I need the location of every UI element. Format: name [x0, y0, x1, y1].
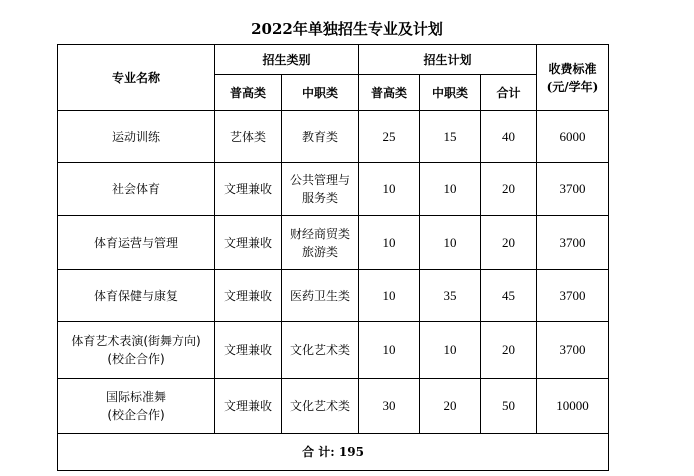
header-plan-vocational: 中职类	[420, 75, 481, 111]
plan-sum-cell: 40	[481, 111, 537, 163]
plan-sum-cell: 50	[481, 379, 537, 434]
major-name-line1: 国际标准舞	[105, 390, 166, 404]
major-name-cell	[58, 163, 215, 216]
plan-general-cell: 10	[359, 163, 420, 216]
cat-vocational: 教育类	[301, 129, 338, 144]
cat-general-cell: 文理兼收	[215, 322, 282, 379]
fee-cell: 3700	[537, 163, 609, 216]
plan-vocational-cell: 20	[420, 379, 481, 434]
plan-general-cell: 30	[359, 379, 420, 434]
cat-vocational-cell	[282, 111, 359, 163]
cat-vocational-cell	[282, 322, 359, 379]
fee-cell: 6000	[537, 111, 609, 163]
major-name: 社会体育	[111, 182, 160, 196]
table-row	[58, 163, 609, 216]
table-row	[58, 322, 609, 379]
fee-cell: 3700	[537, 322, 609, 379]
header-cat-general: 普高类	[215, 75, 282, 111]
document-title: 2022年单独招生专业及计划	[251, 20, 443, 38]
total-row	[58, 434, 609, 471]
plan-general-cell: 10	[359, 216, 420, 270]
major-name-line2: (校企合作)	[107, 352, 165, 366]
major-name-cell	[58, 111, 215, 163]
major-name-cell	[58, 379, 215, 434]
major-name-line2: (校企合作)	[107, 408, 165, 422]
cat-general-cell: 文理兼收	[215, 163, 282, 216]
plan-vocational-cell: 10	[420, 216, 481, 270]
enrollment-table	[57, 44, 609, 471]
cat-general-cell: 文理兼收	[215, 216, 282, 270]
total-cell: 合 计: 195	[58, 434, 609, 471]
table-row	[58, 270, 609, 322]
cat-vocational-cell	[282, 216, 359, 270]
header-category: 招生类别	[215, 45, 359, 75]
plan-sum-cell: 45	[481, 270, 537, 322]
cat-vocational-line2: 服务类	[301, 191, 338, 205]
header-cat-vocational: 中职类	[282, 75, 359, 111]
header-fee	[537, 45, 609, 111]
cat-vocational-cell	[282, 379, 359, 434]
header-plan-general: 普高类	[359, 75, 420, 111]
header-fee-line1: 收费标准	[548, 61, 597, 76]
cat-vocational-line1: 财经商贸类	[289, 226, 350, 241]
fee-cell: 3700	[537, 270, 609, 322]
header-plan: 招生计划	[359, 45, 537, 75]
header-fee-line2: (元/学年)	[546, 79, 599, 94]
cat-general-cell: 文理兼收	[215, 379, 282, 434]
cat-general-cell: 艺体类	[215, 111, 282, 163]
major-name: 体育运营与管理	[93, 235, 178, 250]
plan-vocational-cell: 15	[420, 111, 481, 163]
table-row	[58, 111, 609, 163]
cat-vocational-line1: 公共管理与	[289, 173, 350, 187]
major-name: 运动训练	[111, 129, 160, 144]
plan-general-cell: 25	[359, 111, 420, 163]
major-name-cell	[58, 270, 215, 322]
plan-general-cell: 10	[359, 322, 420, 379]
plan-sum-cell: 20	[481, 216, 537, 270]
cat-general-cell: 文理兼收	[215, 270, 282, 322]
header-major-name: 专业名称	[58, 45, 215, 111]
fee-cell: 3700	[537, 216, 609, 270]
header-plan-sum: 合计	[481, 75, 537, 111]
major-name-line1: 体育艺术表演(街舞方向)	[71, 334, 201, 348]
cat-vocational-line2: 旅游类	[301, 244, 338, 259]
fee-cell: 10000	[537, 379, 609, 434]
table-row	[58, 379, 609, 434]
cat-vocational-cell	[282, 163, 359, 216]
plan-sum-cell: 20	[481, 163, 537, 216]
plan-sum-cell: 20	[481, 322, 537, 379]
major-name-cell	[58, 216, 215, 270]
table-row	[58, 216, 609, 270]
plan-vocational-cell: 35	[420, 270, 481, 322]
plan-vocational-cell: 10	[420, 163, 481, 216]
cat-vocational: 文化艺术类	[289, 343, 350, 357]
cat-vocational-cell	[282, 270, 359, 322]
major-name-cell	[58, 322, 215, 379]
major-name: 体育保健与康复	[93, 288, 178, 303]
cat-vocational: 医药卫生类	[289, 288, 350, 303]
plan-general-cell: 10	[359, 270, 420, 322]
plan-vocational-cell: 10	[420, 322, 481, 379]
cat-vocational: 文化艺术类	[289, 399, 350, 413]
